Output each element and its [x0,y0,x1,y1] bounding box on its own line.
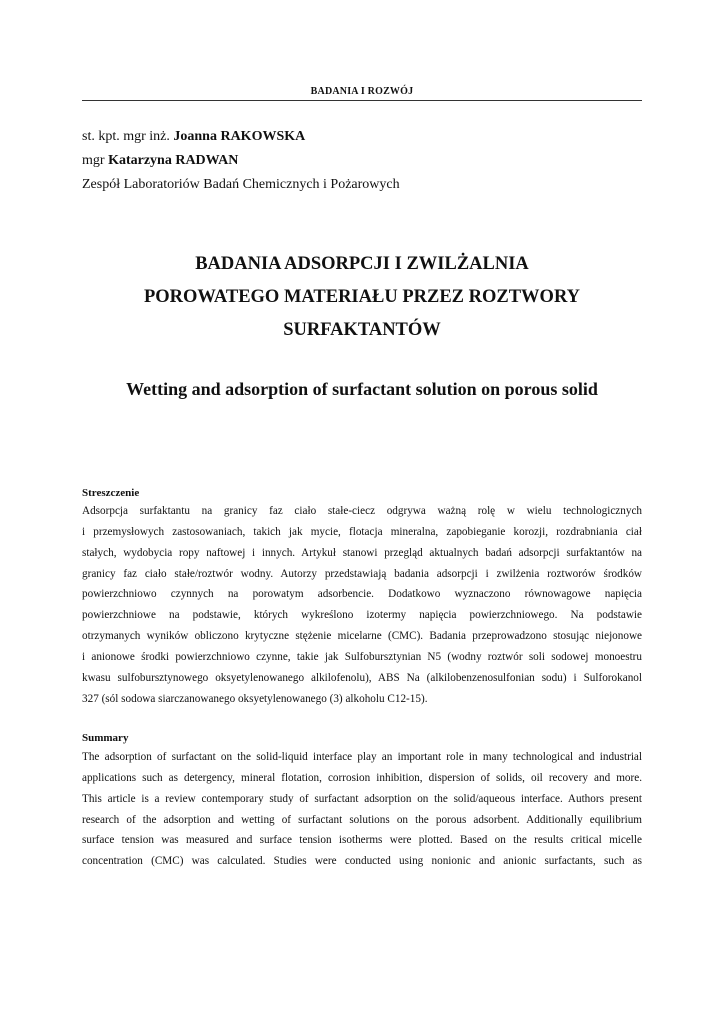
abstract-line: otrzymanych wyników obliczono krytyczne stężenie micelarne (CMC). Badania przeprowadzono stosując niejonowe [82,630,642,643]
author-2-prefix: mgr [82,153,109,168]
title-line: POROWATEGO MATERIAŁU PRZEZ ROZTWORY [143,287,581,307]
summary-line: research of the adsorption and wetting of surfactant solutions on the porous adsorbent. Additionally equilibrium [82,813,642,826]
abstract-line: Adsorpcja surfaktantu na granicy faz ciało stałe-ciecz odgrywa ważną rolę w wielu technologicznych [82,505,642,517]
summary-line: applications such as detergency, mineral flotation, corrosion inhibition, dispersion of solids, oil recovery and more. [82,771,642,784]
author-1-name: Joanna RAKOWSKA [173,129,306,144]
abstract-line: i przemysłowych zastosowaniach, takich jak mycie, flotacja mineralna, zapobieganie korozji, rozdrabniania ciał [82,525,642,538]
summary-line: concentration (CMC) was calculated. Studies were conducted using nonionic and anionic surfactants, such as [82,855,642,868]
paper-title [82,248,642,347]
author-2-name: Katarzyna RADWAN [108,153,239,168]
header-rule [82,100,642,101]
author-1-prefix: st. kpt. mgr inż. [82,129,174,144]
abstract-line: i anionowe środki powierzchniowo czynne, takie jak Sulfobursztynian N5 (wodny roztwór soli sodowej monoestru [82,650,642,663]
abstract-line: 327 (sól sodowa siarczanowanego oksyetylenowanego (3) alkoholu C12-15). [82,692,428,705]
summary-line: This article is a review contemporary study of surfactant adsorption on the solid/aqueous interface. Authors present [82,792,642,805]
paper-subtitle: Wetting and adsorption of surfactant solution on porous solid [126,379,598,399]
summary-heading: Summary [82,732,129,744]
summary-line: surface tension was measured and surface tension isotherms were plotted. Based on the results critical micelle [82,834,642,847]
author-1 [82,125,400,149]
title-line: BADANIA ADSORPCJI I ZWILŻALNIA [195,254,529,274]
abstract-line: powierzchniowo czynnych na porowatym adsorbencie. Dodatkowo wyznaczono równowagowe napięcia [82,588,642,601]
title-line: SURFAKTANTÓW [283,320,441,340]
abstract-line: stałych, wydobycia ropy naftowej i innych. Artykuł stanowi przegląd aktualnych badań adsorpcji surfaktantów na [82,546,642,559]
author-block [82,125,400,197]
summary-body [82,747,642,872]
abstract-line: granicy faz ciało stałe/roztwór wodny. Autorzy przedstawiają badania adsorpcji i zwilżenia roztworów środków [82,567,642,580]
author-2 [82,149,400,173]
abstract-line: powierzchniowe na podstawie, których wykreślono izotermy napięcia powierzchniowego. Na podstawie [82,609,642,622]
running-header: BADANIA I ROZWÓJ [310,86,414,97]
affiliation: Zespół Laboratoriów Badań Chemicznych i Pożarowych [82,177,400,192]
streszczenie-heading: Streszczenie [82,487,140,499]
abstract-line: kwasu sulfobursztynowego oksyetylenowanego alkilofenolu), ABS Na (alkilobenzenosulfonian sodu) i Sulforokanol [82,671,642,684]
summary-line: The adsorption of surfactant on the solid-liquid interface play an important role in many technological and industrial [82,751,642,763]
streszczenie-body [82,501,642,709]
